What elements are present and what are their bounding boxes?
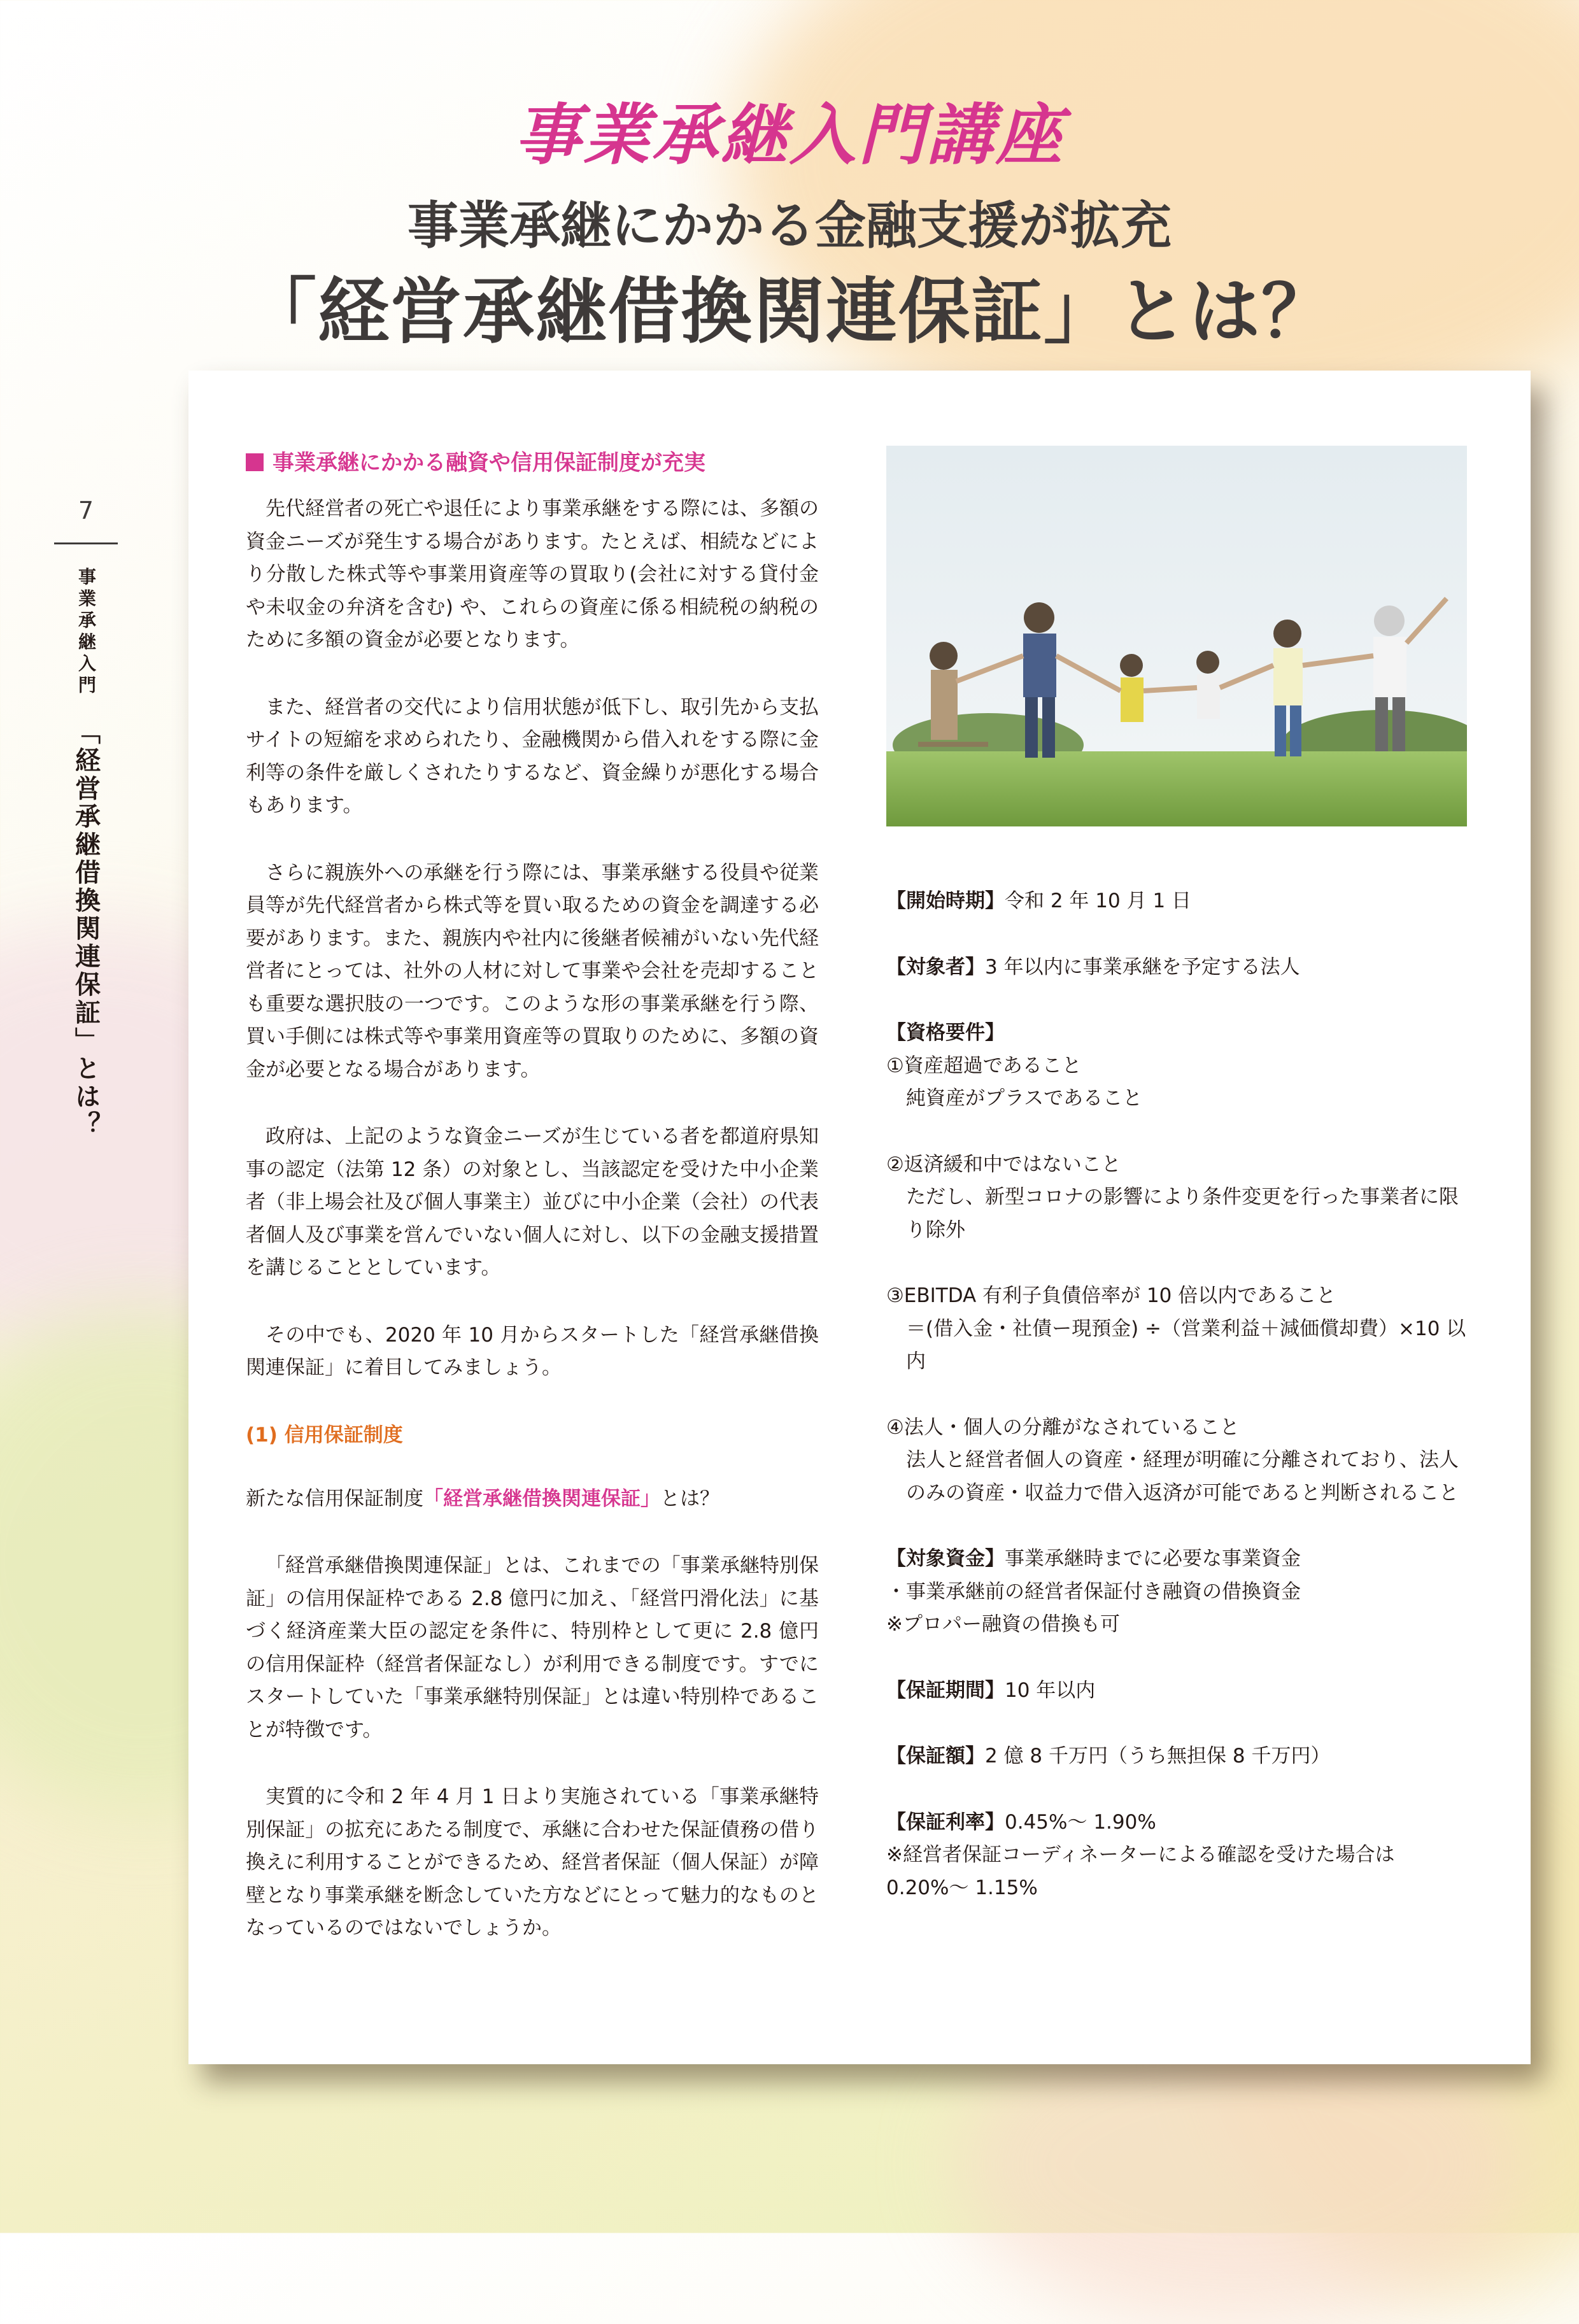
target-funds: 【対象資金】事業承継時までに必要な事業資金 ・事業承継前の経営者保証付き融資の借換資金 ※プロパー融資の借換も可 [886,1547,1301,1636]
photo-image [886,446,1467,826]
sub-heading: (1) 信用保証制度 [246,1423,403,1447]
guarantee-rate: 【保証利率】0.45%～ 1.90% ※経営者保証コーディネーターによる確認を受けた場合は 0.20%～ 1.15% [886,1810,1395,1899]
paragraph: さらに親族外への承継を行う際には、事業承継する役員や従業員等が先代経営者から株式等を買い取るための資金を調達する必要があります。また、親族内や社内に後継者候補がいない先代経営者にとっては、社外の人材に対して事業や会社を売却することも重要な選択肢の一つです。このような形の事業承継を行う際、買い手側には株式等や事業用資産等の買取りのために、多額の資金が必要となる場合があります。 [246,861,819,1081]
paragraph: 実質的に令和 2 年 4 月 1 日より実施されている「事業承継特別保証」の拡充にあたる制度で、承継に合わせた保証債務の借り換えに利用することができるため、経営者保証（個人保証）が障壁となり事業承継を断念していた方などにとって魅力的なものとなっているのではないでしょうか。 [246,1785,819,1939]
question-line: 新たな信用保証制度「経営承継借換関連保証」とは？ [246,1487,719,1510]
paragraph: その中でも、2020 年 10 月からスタートした「経営承継借換関連保証」に着目してみましょう。 [246,1323,819,1379]
guarantee-period: 【保証期間】10 年以内 [886,1678,1096,1702]
paragraph: 先代経営者の死亡や退任により事業承継をする際には、多額の資金ニーズが発生する場合があります。たとえば、相続などにより分散した株式等や事業用資産等の買取り(会社に対する貸付金や未収金の弁済を含む) や、これらの資産に係る相続税の納税のために多額の資金が必要となります。 [246,497,819,651]
square-bullet-icon [246,453,264,471]
requirement-2: ②返済緩和中ではないこと ただし、新型コロナの影響により条件変更を行った事業者に限り除外 [886,1152,1459,1242]
requirements: 【資格要件】 ①資産超過であること 純資産がプラスであること [886,1021,1143,1110]
paragraph: 「経営承継借換関連保証」とは、これまでの「事業承継特別保証」の信用保証枠である 2.8 億円に加え、「経営円滑化法」に基づく経済産業大臣の認定を条件に、特別枠として更に 2.8 億円の信用保証枠（経営者保証なし）が利用できる制度です。すでにスタートしていた「事業承継特別保証」とは違い特別枠であることが特徴です。 [246,1554,819,1741]
family-jumping-photo [886,446,1467,826]
requirement-3: ③EBITDA 有利子負債倍率が 10 倍以内であること ＝(借入金・社債ー現預金) ÷（営業利益＋減価償却費）×10 以内 [886,1284,1466,1373]
page-subtitle: 事業承継にかかる金融支援が拡充 [407,195,1172,255]
side-index [38,497,134,1142]
guarantee-amount: 【保証額】2 億 8 千万円（うち無担保 8 千万円） [886,1745,1331,1768]
start-period: 【開始時期】令和 2 年 10 月 1 日 [886,889,1192,912]
series-title: 事業承継入門講座 [514,96,1065,174]
paragraph: 政府は、上記のような資金ニーズが生じている者を都道府県知事の認定（法第 12 条）の対象とし、当該認定を受けた中小企業者（非上場会社及び個人事業主）並びに中小企業（会社）の代表者個人及び事業を営んでいない個人に対し、以下の金融支援措置を講じることとしています。 [246,1125,819,1279]
article-card [188,371,1531,2064]
requirement-4: ④法人・個人の分離がなされていること 法人と経営者個人の資産・経理が明確に分離されており、法人のみの資産・収益力で借入返済が可能であると判断されること [886,1415,1459,1505]
section-heading: 事業承継にかかる融資や信用保証制度が充実 [246,447,819,479]
paragraph: また、経営者の交代により信用状態が低下し、取引先から支払サイトの短縮を求められたり、金融機関から借入れをする際に金利等の条件を厳しくされたりするなど、資金繰りが悪化する場合もあります。 [246,695,819,817]
right-column [886,446,1467,1938]
side-title: 「経営承継借換関連保証」とは？ [71,719,101,1139]
left-column [246,447,819,1980]
side-series: 事業承継入門 [76,567,97,697]
page-number: 7 [78,497,94,525]
target: 【対象者】3 年以内に事業承継を予定する法人 [886,955,1300,979]
page-title: 「経営承継借換関連保証」とは？ [245,270,1334,353]
divider [54,542,118,544]
